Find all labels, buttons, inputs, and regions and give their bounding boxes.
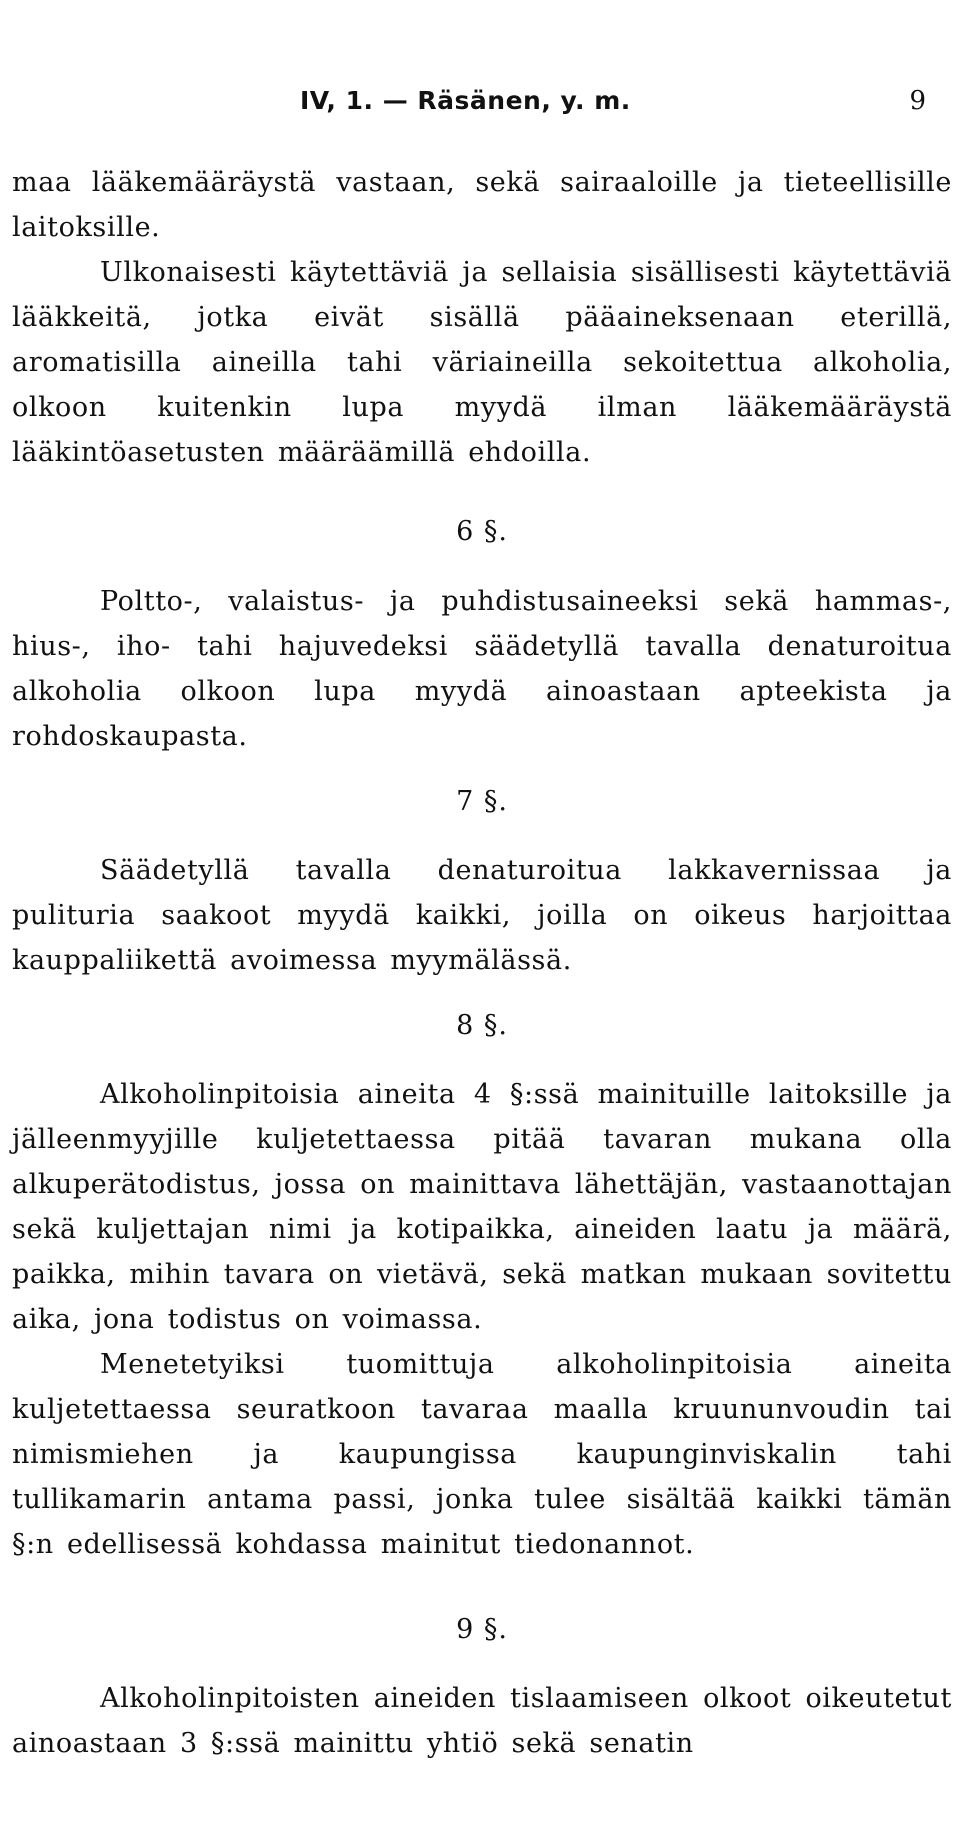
section-heading-6: 6 §.	[456, 516, 508, 547]
section-heading-8: 8 §.	[456, 1010, 508, 1041]
paragraph-section-7: Säädetyllä tavalla denaturoitua lakkavernissaa ja pulituria saakoot myydä kaikki, joilla on oikeus harjoittaa kauppaliikettä avoimessa myymälässä.	[12, 855, 952, 976]
paragraph-ulkonaisesti: Ulkonaisesti käytettäviä ja sellaisia sisällisesti käytettäviä lääkkeitä, jotka eivät sisällä pääaineksenaan eterillä, aromatisilla aineilla tahi väriaineilla sekoitettua alkoholia, olkoon kuitenkin lupa myydä ilman lääkemääräystä lääkintöasetusten määräämillä ehdoilla.	[12, 257, 952, 468]
section-heading-7: 7 §.	[456, 786, 508, 817]
running-title: IV, 1. — Räsänen, y. m.	[300, 86, 631, 115]
paragraph-section-8-a: Alkoholinpitoisia aineita 4 §:ssä mainituille laitoksille ja jälleenmyyjille kuljetettaessa pitää tavaran mukana olla alkuperätodistus, jossa on mainittava lähettäjän, vastaanottajan sekä kuljettajan nimi ja kotipaikka, aineiden laatu ja määrä, paikka, mihin tavara on vietävä, sekä matkan mukaan sovitettu aika, jona todistus on voimassa.	[12, 1079, 952, 1335]
paragraph-continuation: maa lääkemääräystä vastaan, sekä sairaaloille ja tieteellisille laitoksille.	[12, 167, 952, 243]
page-header	[0, 86, 960, 126]
paragraph-section-8-b: Menetetyiksi tuomittuja alkoholinpitoisia aineita kuljetettaessa seuratkoon tavaraa maalla kruununvoudin tai nimismiehen ja kaupungissa kaupunginviskalin tahi tullikamarin antama passi, jonka tulee sisältää kaikki tämän §:n edellisessä kohdassa mainitut tiedonannot.	[12, 1349, 952, 1560]
section-heading-9: 9 §.	[456, 1614, 508, 1645]
page-number: 9	[909, 86, 926, 116]
paragraph-section-9: Alkoholinpitoisten aineiden tislaamiseen olkoot oikeutetut ainoastaan 3 §:ssä mainittu yhtiö sekä senatin	[12, 1683, 952, 1759]
body-text	[12, 160, 952, 1766]
paragraph-section-6: Poltto-, valaistus- ja puhdistusaineeksi sekä hammas-, hius-, iho- tahi hajuvedeksi säädetyllä tavalla denaturoitua alkoholia olkoon lupa myydä ainoastaan apteekista ja rohdoskaupasta.	[12, 586, 952, 752]
